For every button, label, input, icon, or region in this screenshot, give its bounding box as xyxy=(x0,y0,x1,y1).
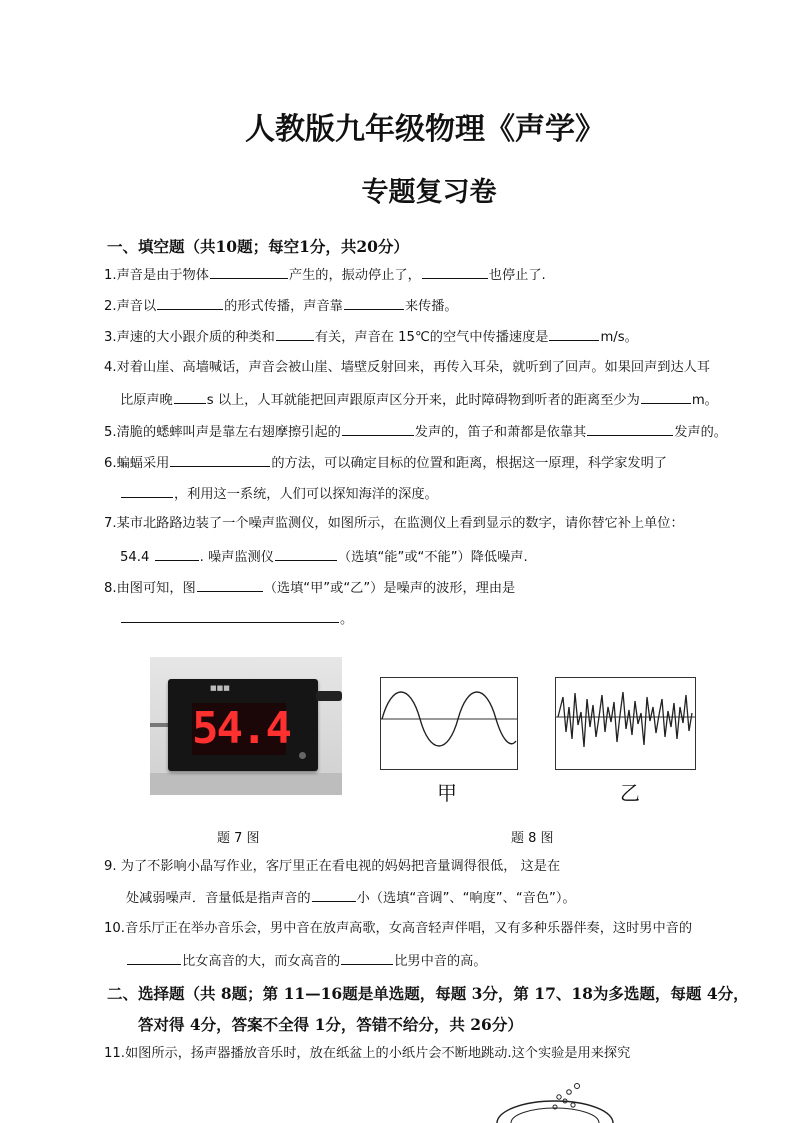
q9-text-a: 处减弱噪声．音量低是指声音的 xyxy=(126,891,311,906)
answer-blank[interactable] xyxy=(275,547,337,561)
question-6-line2 xyxy=(120,484,438,504)
q6-text-c: ，利用这一系统，人们可以探知海洋的深度。 xyxy=(174,487,438,502)
noise-monitor-photo xyxy=(150,657,342,795)
question-7-line1: 7.某市北路路边装了一个噪声监测仪，如图所示，在监测仪上看到显示的数字，请你替它补上单位： xyxy=(104,516,684,531)
q10-text-a: 比女高音的大，而女高音的 xyxy=(182,954,341,969)
section2-heading-line2: 答对得 4分，答案不全得 1分，答错不给分，共 26分） xyxy=(138,1015,523,1034)
waveform-a-label: 甲 xyxy=(437,781,457,805)
waveform-b xyxy=(555,677,697,771)
document-subtitle: 专题复习卷 xyxy=(361,177,497,208)
question-9-line2 xyxy=(126,888,576,908)
answer-blank[interactable] xyxy=(344,296,404,310)
q1-text-c: 也停止了. xyxy=(488,268,546,283)
question-1 xyxy=(104,265,546,285)
q2-text-a: 2.声音以 xyxy=(104,299,157,314)
answer-blank[interactable] xyxy=(174,390,206,404)
section2-heading-line1: 二、选择题（共 8题；第 11—16题是单选题，每题 3分，第 17、18为多选题，每题 4分， xyxy=(107,984,749,1003)
question-4-line2 xyxy=(120,390,718,410)
figure-7-caption: 题 7 图 xyxy=(217,831,260,846)
waveform-b-label: 乙 xyxy=(620,781,640,805)
q1-text-b: 产生的，振动停止了， xyxy=(288,268,421,283)
answer-blank[interactable] xyxy=(422,265,488,279)
speaker-illustration xyxy=(495,1083,645,1123)
q5-text-a: 5.清脆的蟋蟀叫声是靠左右翅摩擦引起的 xyxy=(104,425,341,440)
q2-text-b: 的形式传播，声音靠 xyxy=(224,299,343,314)
q4-text-c: m。 xyxy=(691,393,718,408)
q1-text-a: 1.声音是由于物体 xyxy=(104,268,209,283)
answer-blank[interactable] xyxy=(276,327,314,341)
answer-blank[interactable] xyxy=(155,547,199,561)
question-10-line1: 10.音乐厅正在举办音乐会，男中音在放声高歌，女高音轻声伴唱，又有多种乐器伴奏，这时男中音的 xyxy=(104,921,693,936)
question-3 xyxy=(104,327,638,347)
answer-blank[interactable] xyxy=(641,390,691,404)
q8-text-b: （选填“甲”或“乙”）是噪声的波形，理由是 xyxy=(263,581,516,596)
q7-text-b: . 噪声监测仪 xyxy=(199,550,274,565)
answer-blank[interactable] xyxy=(197,578,263,592)
question-5 xyxy=(104,422,727,442)
answer-blank[interactable] xyxy=(587,422,673,436)
question-2 xyxy=(104,296,458,316)
answer-blank[interactable] xyxy=(312,888,356,902)
q3-text-a: 3.声速的大小跟介质的种类和 xyxy=(104,330,275,345)
q6-text-a: 6.蝙蝠采用 xyxy=(104,456,170,471)
document-title: 人教版九年级物理《声学》 xyxy=(245,112,605,147)
q7-text-c: （选填“能”或“不能”）降低噪声. xyxy=(337,550,528,565)
figure-8-caption: 题 8 图 xyxy=(511,831,554,846)
question-11: 11.如图所示，扬声器播放音乐时，放在纸盆上的小纸片会不断地跳动.这个实验是用来探究 xyxy=(104,1046,631,1061)
q8-text-a: 8.由图可知，图 xyxy=(104,581,196,596)
q10-text-b: 比男中音的高。 xyxy=(394,954,487,969)
q5-text-c: 发声的。 xyxy=(674,425,727,440)
q9-text-b: 小（选填“音调”、“响度”、“音色”）。 xyxy=(356,891,576,906)
q8-text-c: 。 xyxy=(340,612,354,627)
answer-blank[interactable] xyxy=(170,453,270,467)
answer-blank[interactable] xyxy=(210,265,288,279)
question-4-line1: 4.对着山崖、高墙喊话，声音会被山崖、墙壁反射回来，再传入耳朵，就听到了回声。如果回声到达人耳 xyxy=(104,360,711,375)
q4-text-a: 比原声晚 xyxy=(120,393,173,408)
answer-blank[interactable] xyxy=(157,296,223,310)
answer-blank[interactable] xyxy=(341,951,393,965)
q6-text-b: 的方法，可以确定目标的位置和距离，根据这一原理，科学家发明了 xyxy=(271,456,667,471)
answer-blank[interactable] xyxy=(549,327,599,341)
section1-heading: 一、填空题（共10题；每空1分，共20分） xyxy=(107,237,409,256)
q5-text-b: 发声的，笛子和萧都是依靠其 xyxy=(414,425,587,440)
question-7-line2 xyxy=(120,547,528,567)
q7-text-a: 54.4 xyxy=(120,550,150,565)
question-8-line2 xyxy=(120,609,353,629)
q2-text-c: 来传播。 xyxy=(404,299,458,314)
monitor-device: ■■■ 54.4 xyxy=(168,679,318,771)
q3-text-c: m/s。 xyxy=(600,330,638,345)
question-8-line1 xyxy=(104,578,515,598)
question-9-line1: 9. 为了不影响小晶写作业，客厅里正在看电视的妈妈把音量调得很低， 这是在 xyxy=(104,859,561,874)
answer-blank[interactable] xyxy=(121,484,173,498)
q4-text-b: s 以上，人耳就能把回声跟原声区分开来，此时障碍物到听者的距离至少为 xyxy=(206,393,640,408)
power-light-icon xyxy=(299,752,306,759)
question-6-line1 xyxy=(104,453,667,473)
monitor-display: 54.4 xyxy=(192,703,290,754)
waveform-a xyxy=(380,677,520,771)
answer-blank[interactable] xyxy=(127,951,181,965)
answer-blank[interactable] xyxy=(121,609,339,623)
answer-blank[interactable] xyxy=(342,422,414,436)
q3-text-b: 有关，声音在 15℃的空气中传播速度是 xyxy=(314,330,549,345)
question-10-line2 xyxy=(126,951,487,971)
